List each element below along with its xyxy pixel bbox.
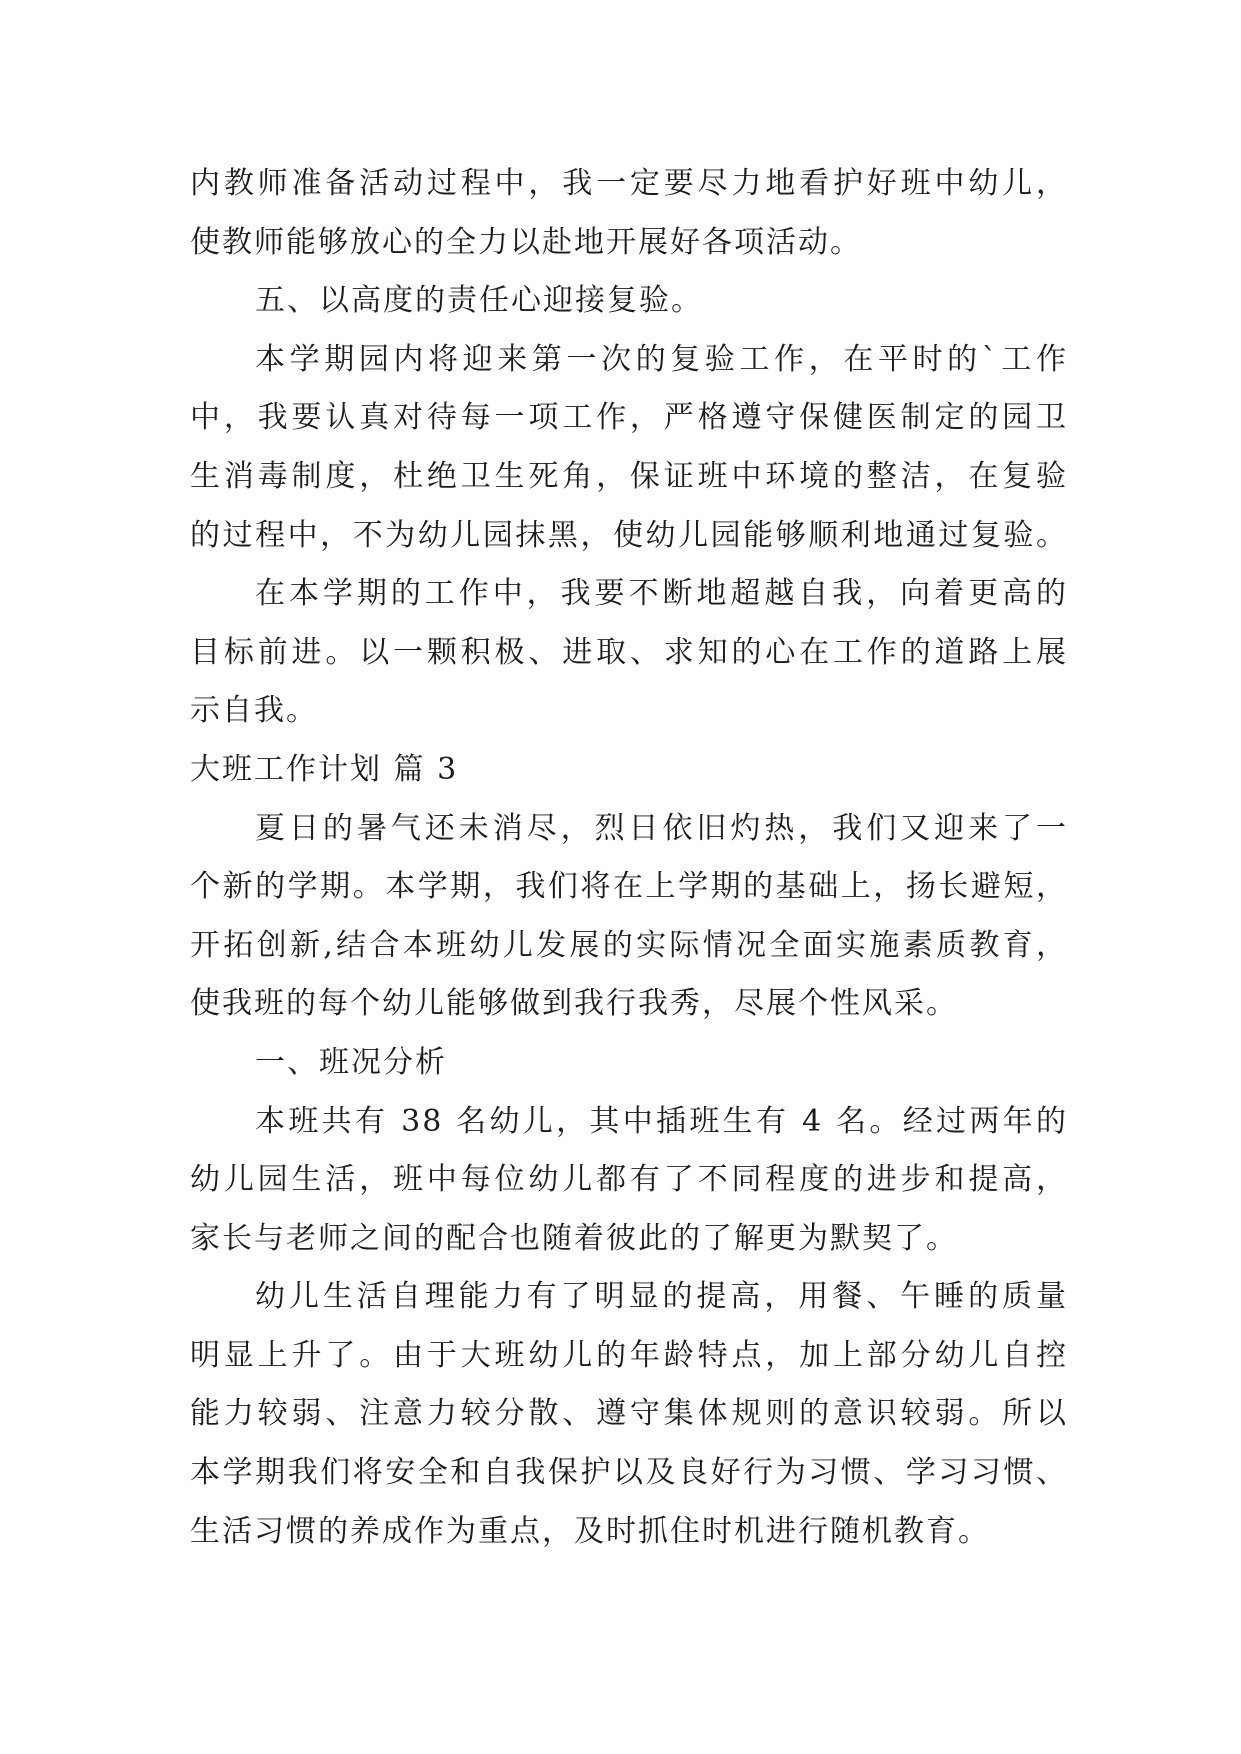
paragraph <box>190 331 1068 565</box>
paragraph-line: 夏日的暑气还未消尽，烈日依旧灼热，我们又迎来了一 <box>255 810 1068 846</box>
paragraph-line: 使我班的每个幼儿能够做到我行我秀，尽展个性风采。 <box>190 986 958 1022</box>
paragraph-line: 的过程中，不为幼儿园抹黑，使幼儿园能够顺利地通过复验。 <box>190 517 1068 553</box>
paragraph <box>190 800 1068 1034</box>
paragraph-line: 个新的学期。本学期，我们将在上学期的基础上，扬长避短， <box>190 869 1068 905</box>
paragraph-line: 生活习惯的养成作为重点，及时抓住时机进行随机教育。 <box>190 1513 990 1549</box>
paragraph-line: 开拓创新,结合本班幼儿发展的实际情况全面实施素质教育， <box>190 927 1068 963</box>
paragraph-line: 使教师能够放心的全力以赴地开展好各项活动。 <box>190 224 862 260</box>
paragraph <box>190 1093 1068 1269</box>
article-title: 大班工作计划 篇 3 <box>190 751 459 787</box>
paragraph-line: 幼儿园生活，班中每位幼儿都有了不同程度的进步和提高， <box>190 1162 1068 1198</box>
paragraph-line: 家长与老师之间的配合也随着彼此的了解更为默契了。 <box>190 1220 958 1256</box>
paragraph-line: 本学期我们将安全和自我保护以及良好行为习惯、学习习惯、 <box>190 1455 1068 1491</box>
section-heading-text: 一、班况分析 <box>255 1044 447 1080</box>
paragraph <box>190 565 1068 741</box>
paragraph-line: 生消毒制度，杜绝卫生死角，保证班中环境的整洁，在复验 <box>190 458 1068 494</box>
paragraph-line: 本班共有 38 名幼儿，其中插班生有 4 名。经过两年的 <box>255 1103 1068 1139</box>
paragraph-line: 在本学期的工作中，我要不断地超越自我，向着更高的 <box>255 576 1068 612</box>
paragraph-line: 示自我。 <box>190 693 318 729</box>
paragraph-line: 本学期园内将迎来第一次的复验工作，在平时的`工作 <box>255 341 1068 377</box>
paragraph-line: 幼儿生活自理能力有了明显的提高，用餐、午睡的质量 <box>255 1279 1068 1315</box>
paragraph-line: 中，我要认真对待每一项工作，严格遵守保健医制定的园卫 <box>190 400 1068 436</box>
paragraph-line: 能力较弱、注意力较分散、遵守集体规则的意识较弱。所以 <box>190 1396 1068 1432</box>
paragraph <box>190 1268 1068 1561</box>
paragraph-continued <box>190 155 1068 272</box>
section-heading <box>190 1034 1068 1093</box>
document-body <box>190 155 1068 1561</box>
section-heading <box>190 272 1068 331</box>
paragraph-line: 目标前进。以一颗积极、进取、求知的心在工作的道路上展 <box>190 634 1068 670</box>
paragraph-line: 内教师准备活动过程中，我一定要尽力地看护好班中幼儿， <box>190 166 1068 201</box>
paragraph-line: 明显上升了。由于大班幼儿的年龄特点，加上部分幼儿自控 <box>190 1337 1068 1373</box>
section-heading-text: 五、以高度的责任心迎接复验。 <box>255 283 703 319</box>
